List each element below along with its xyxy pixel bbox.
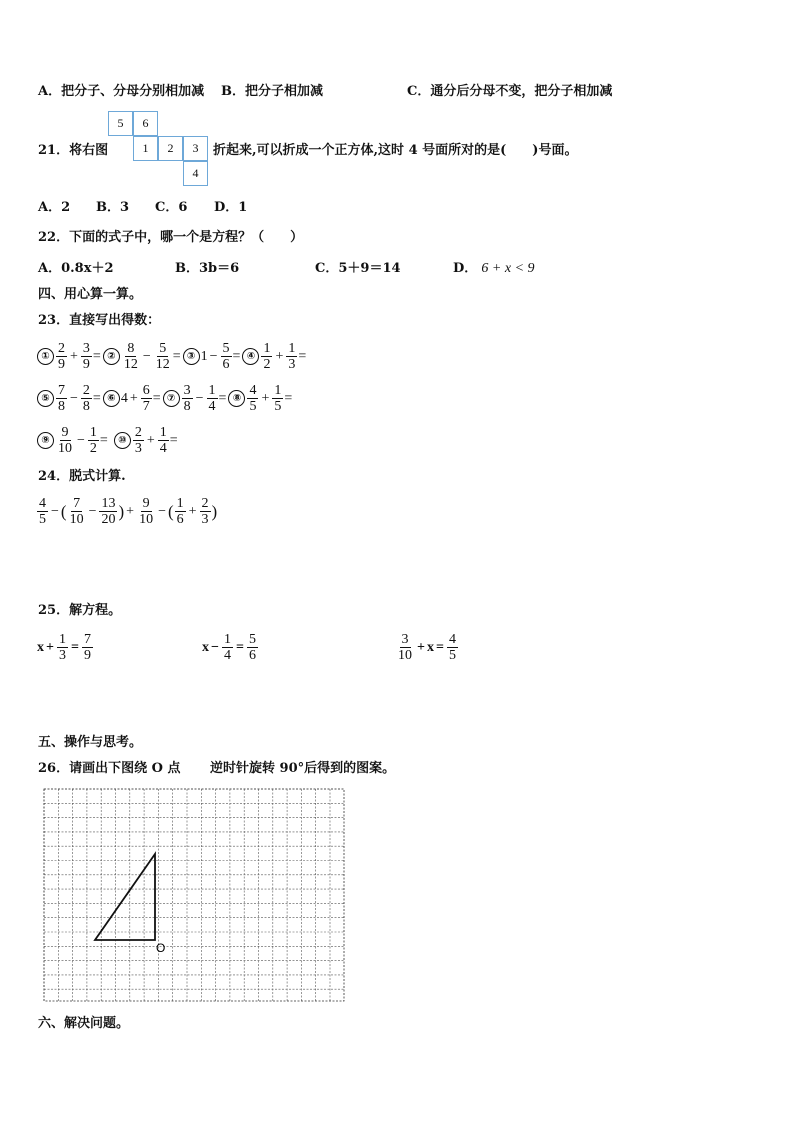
item-number: ⑥ xyxy=(103,390,120,407)
q21-option-a: A．2 xyxy=(38,200,71,215)
item-number: ② xyxy=(103,348,120,365)
net-cell: 3 xyxy=(183,136,208,161)
q20-option-c: C．通分后分母不变，把分子相加减 xyxy=(407,84,613,99)
point-o-label: O xyxy=(156,941,166,955)
q23-title: 23．直接写出得数： xyxy=(38,313,161,328)
item-number: ① xyxy=(37,348,54,365)
rotation-grid xyxy=(43,788,346,1004)
net-cell: 4 xyxy=(183,161,208,186)
q22-option-a: A．0.8x＋2 xyxy=(38,261,114,276)
cube-net xyxy=(108,111,213,187)
q26-text-b: 逆时针旋转 90°后得到的图案。 xyxy=(210,761,396,776)
item-number: ⑧ xyxy=(228,390,245,407)
item-number: ④ xyxy=(242,348,259,365)
q20-option-b: B．把分子相加减 xyxy=(221,84,323,99)
q22-question: 22．下面的式子中，哪一个是方程？（ ） xyxy=(38,230,304,245)
section-4-heading: 四、用心算一算。 xyxy=(38,287,143,302)
q23-row-1: ① $\frac{2}{9}$ + $\frac{3}{9}$ = ② $\frac{8}{12}$ − $\frac{5}{12}$ = ③ 1 − $\frac{5}{6}$ = ④ $\frac{1}{2}$ + $\frac{1}{3}$ = xyxy=(37,341,306,372)
q25-equation-3: $\frac{3}{10}$ + x = $\frac{4}{5}$ xyxy=(398,632,456,663)
net-cell: 1 xyxy=(133,136,158,161)
q21-suffix: 折起来,可以折成一个正方体,这时 4 号面所对的是( )号面。 xyxy=(213,143,578,158)
right-triangle xyxy=(95,854,155,940)
q23-row-2: ⑤ $\frac{7}{8}$ − $\frac{2}{8}$ = ⑥ 4 + $\frac{6}{7}$ = ⑦ $\frac{3}{8}$ − $\frac{1}{4}$ = ⑧ $\frac{4}{5}$ + $\frac{1}{5}$ = xyxy=(37,383,292,414)
q21-option-d: D．1 xyxy=(214,200,248,215)
q22-option-b: B．3b＝6 xyxy=(175,261,240,276)
q25-equation-2: x − $\frac{1}{4}$ = $\frac{5}{6}$ xyxy=(202,632,256,663)
section-6-heading: 六、解决问题。 xyxy=(38,1016,130,1031)
item-number: ⑦ xyxy=(163,390,180,407)
section-5-heading: 五、操作与思考。 xyxy=(38,735,143,750)
item-number: ③ xyxy=(183,348,200,365)
q22-option-c: C．5＋9＝14 xyxy=(315,261,401,276)
q22-option-d-expr: 6 + x < 9 xyxy=(481,261,535,276)
net-cell: 5 xyxy=(108,111,133,136)
item-number: ⑩ xyxy=(114,432,131,449)
net-cell: 6 xyxy=(133,111,158,136)
q26-text-a: 26．请画出下图绕 O 点 xyxy=(38,761,181,776)
q21-option-c: C．6 xyxy=(155,200,188,215)
item-number: ⑨ xyxy=(37,432,54,449)
net-cell: 2 xyxy=(158,136,183,161)
q24-title: 24．脱式计算. xyxy=(38,469,126,484)
q22-option-d-label: D． xyxy=(453,261,478,276)
q25-title: 25．解方程。 xyxy=(38,603,122,618)
q21-option-b: B．3 xyxy=(96,200,130,215)
grid-border xyxy=(44,789,344,1001)
q22-option-d xyxy=(453,261,535,277)
q20-option-a: A．把分子、分母分别相加减 xyxy=(38,84,205,99)
q25-equation-1: x + $\frac{1}{3}$ = $\frac{7}{9}$ xyxy=(37,632,91,663)
q21-prefix: 21．将右图 xyxy=(38,143,109,158)
q24-expression: $\frac{4}{5}$ − ( $\frac{7}{10}$ − $\frac{13}{20}$ ) + $\frac{9}{10}$ − ( $\frac{1}{6}$ + $\frac{2}{3}$ ) xyxy=(39,496,218,527)
item-number: ⑤ xyxy=(37,390,54,407)
q23-row-3: ⑨ $\frac{9}{10}$ − $\frac{1}{2}$ = ⑩ $\frac{2}{3}$ + $\frac{1}{4}$ = xyxy=(37,425,178,456)
